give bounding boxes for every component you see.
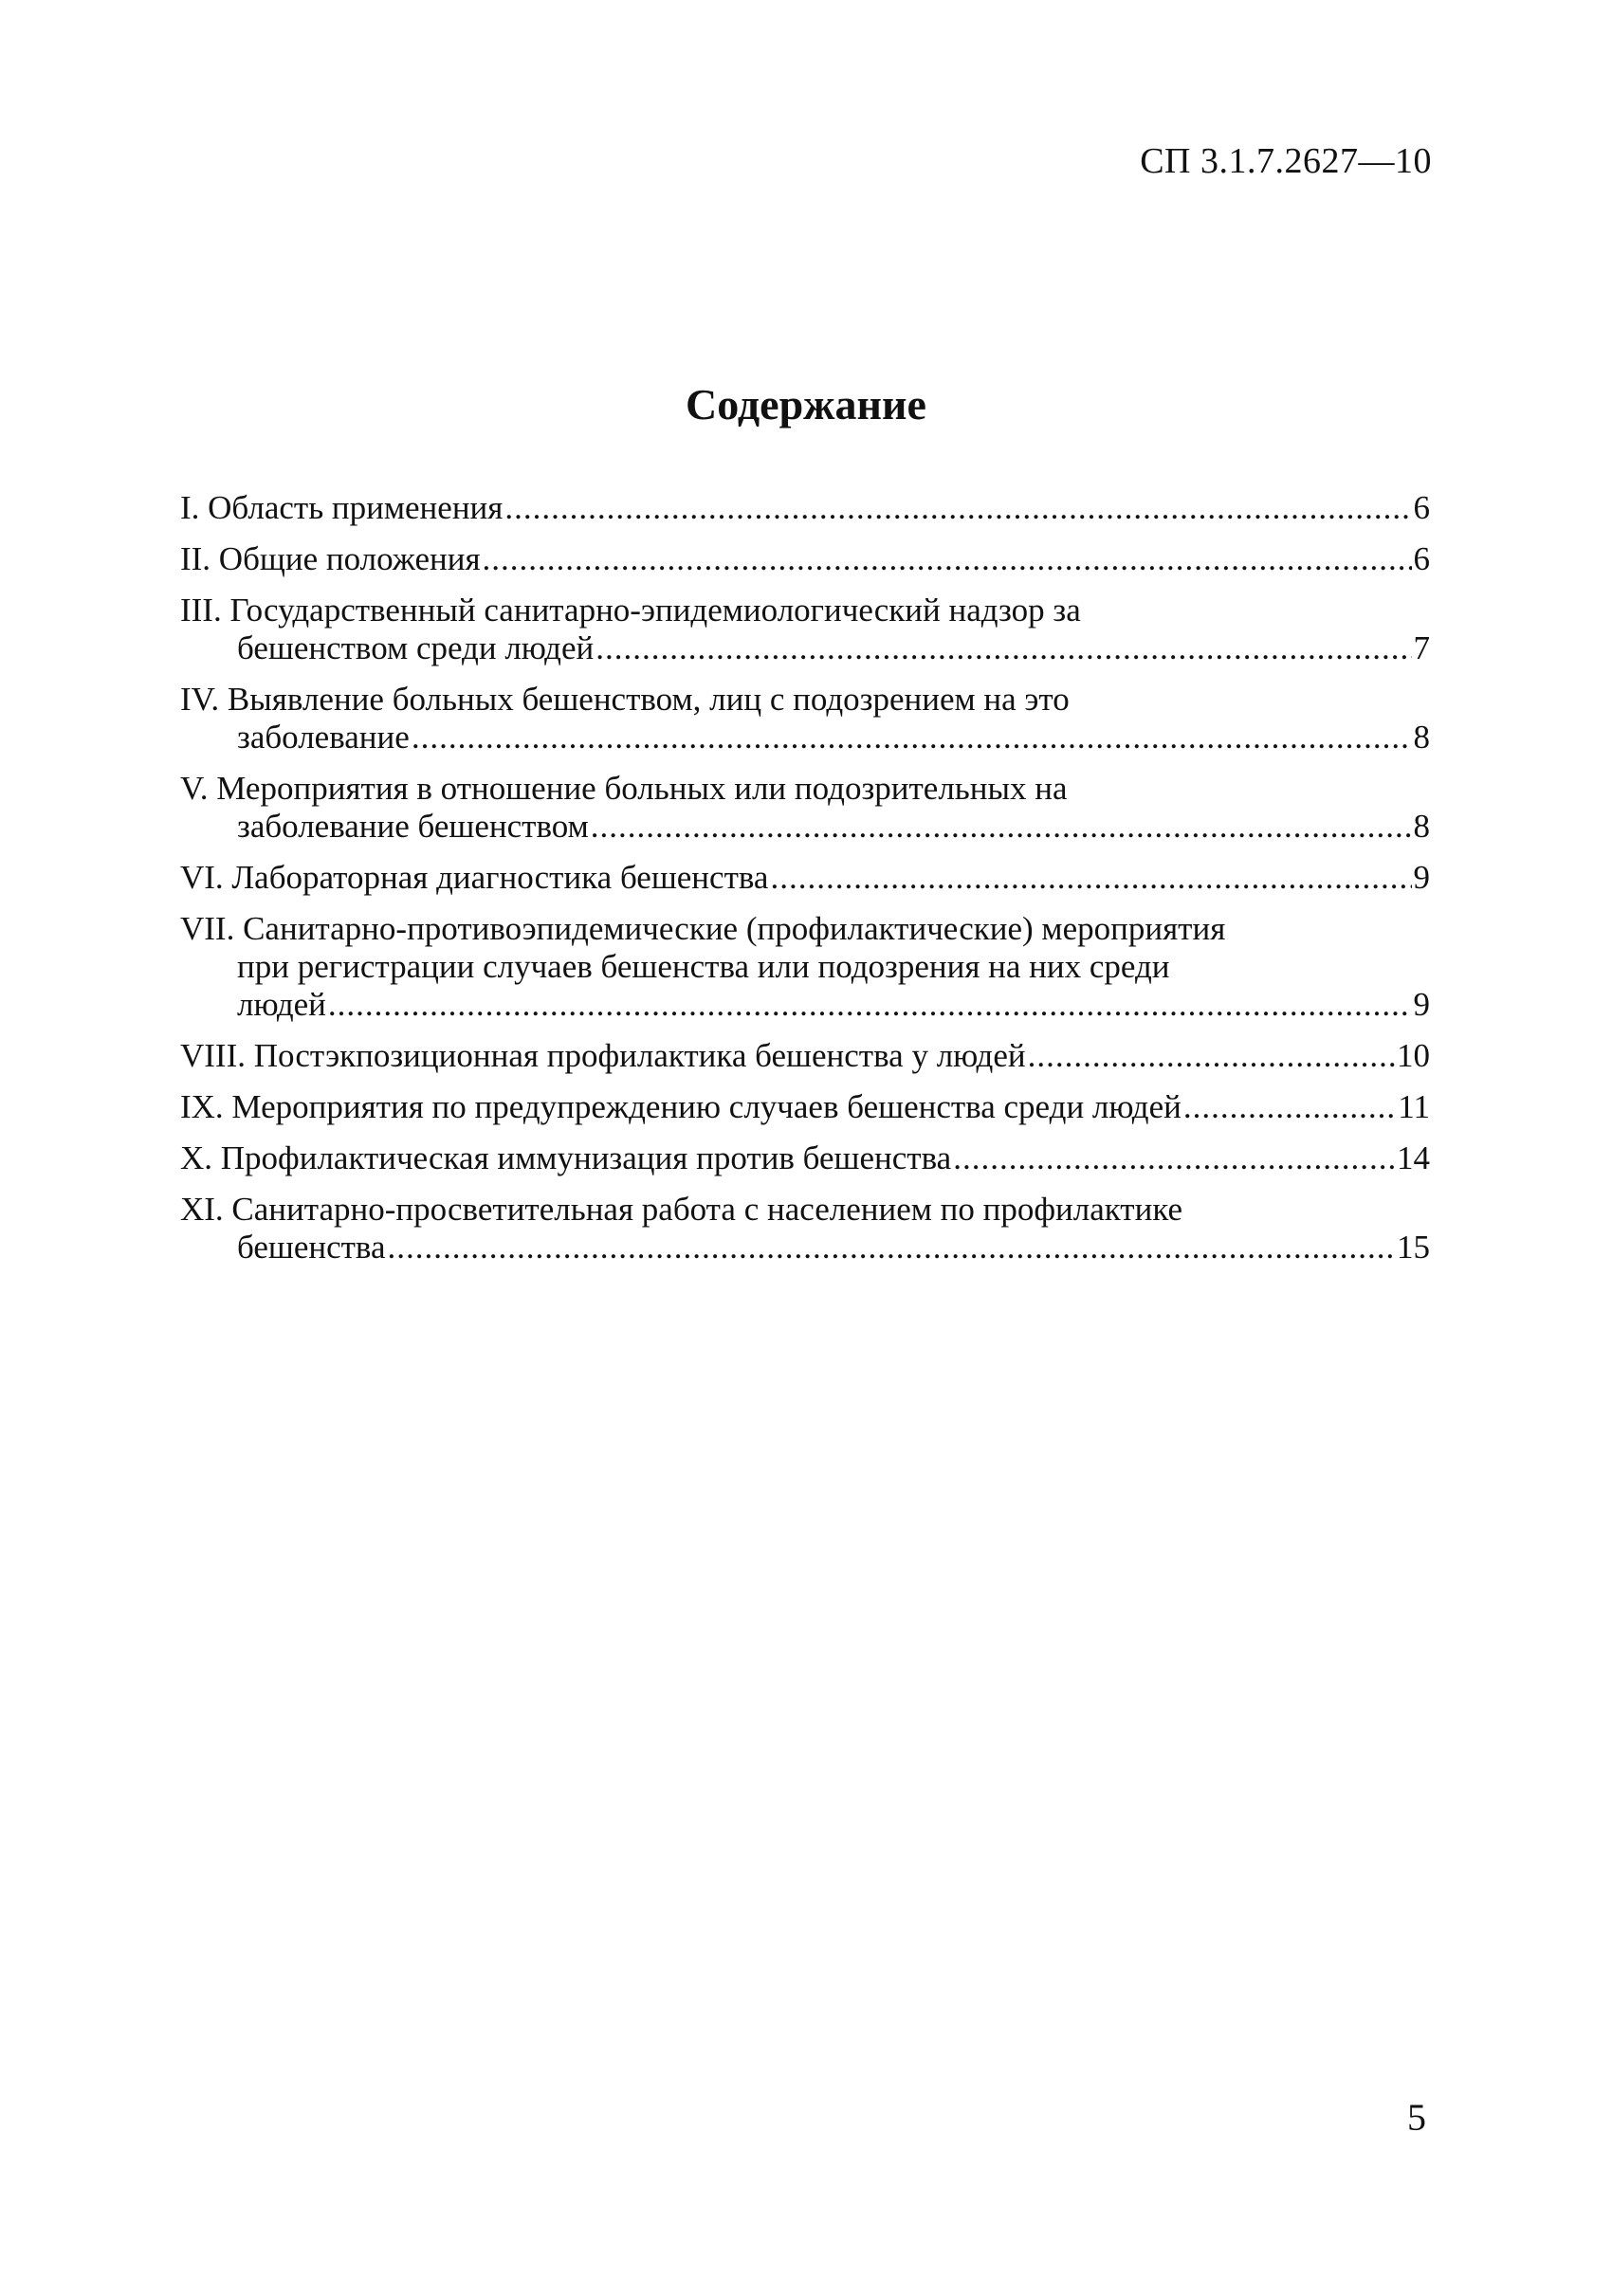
toc-entry-page-number: 8 [1413,808,1430,845]
dot-leader [504,489,1411,527]
toc-entry-final-line [180,1229,1430,1266]
toc-entry-text: VI. Лабораторная диагностика бешенства [180,859,769,896]
toc-entry [180,770,1430,846]
toc-entry-final-line [180,489,1430,527]
toc-entry-text: людей [237,986,326,1023]
dot-leader [1183,1088,1396,1126]
toc-entry [180,540,1430,578]
toc-entry-page-number: 7 [1413,629,1430,666]
toc-entry-final-line [180,719,1430,756]
toc-entry [180,859,1430,897]
toc-entry-text: I. Область применения [180,489,504,526]
table-of-contents [180,489,1430,1280]
toc-entry-text: X. Профилактическая иммунизация против бешенства [180,1139,952,1176]
toc-entry-page-number: 15 [1397,1229,1430,1266]
toc-entry-line: при регистрации случаев бешенства или подозрения на них среди [237,948,1170,985]
toc-entry [180,681,1430,756]
toc-entry-final-line [180,629,1430,667]
toc-entry-final-line [180,540,1430,578]
toc-entry-final-line [180,859,1430,897]
dot-leader [595,629,1411,667]
toc-entry [180,1037,1430,1075]
toc-entry-text: бешенством среди людей [237,629,595,666]
toc-entry-text: заболевание бешенством [237,808,589,845]
dot-leader [412,719,1412,756]
page-title: Содержание [686,380,926,428]
toc-entry-line: IV. Выявление больных бешенством, лиц с подозрением на это [180,681,1070,718]
dot-leader [483,540,1412,578]
toc-entry-line: V. Мероприятия в отношение больных или подозрительных на [180,770,1068,807]
dot-leader [953,1139,1395,1177]
toc-entry-line: XI. Санитарно-просветительная работа с населением по профилактике [180,1191,1182,1228]
toc-entry-text: заболевание [237,719,410,756]
toc-entry-text: бешенства [237,1229,386,1266]
toc-entry [180,1191,1430,1266]
toc-entry-page-number: 8 [1413,719,1430,756]
page-number: 5 [1407,2096,1426,2139]
dot-leader [1028,1037,1395,1075]
toc-entry-text: II. Общие положения [180,540,481,577]
toc-entry-page-number: 9 [1413,986,1430,1023]
toc-entry-final-line [180,986,1430,1024]
toc-entry-page-number: 6 [1413,489,1430,526]
toc-entry-final-line [180,1088,1430,1126]
toc-entry [180,489,1430,527]
toc-entry-final-line [180,808,1430,846]
toc-entry [180,1088,1430,1126]
toc-entry-text: VIII. Постэкпозиционная профилактика бешенства у людей [180,1037,1026,1074]
dot-leader [591,808,1412,846]
toc-entry [180,592,1430,667]
dot-leader [388,1229,1395,1266]
toc-entry [180,910,1430,1024]
document-code: СП 3.1.7.2627—10 [1140,141,1432,181]
toc-entry-page-number: 14 [1397,1139,1430,1176]
toc-entry [180,1139,1430,1177]
dot-leader [770,859,1411,897]
toc-entry-final-line [180,1037,1430,1075]
toc-entry-line: III. Государственный санитарно-эпидемиологический надзор за [180,592,1081,629]
dot-leader [328,986,1412,1024]
toc-entry-page-number: 11 [1398,1088,1430,1125]
toc-entry-line: VII. Санитарно-противоэпидемические (профилактические) мероприятия [180,910,1226,947]
toc-entry-final-line [180,1139,1430,1177]
toc-entry-text: IX. Мероприятия по предупреждению случаев бешенства среди людей [180,1088,1182,1125]
toc-entry-page-number: 10 [1397,1037,1430,1074]
toc-entry-page-number: 9 [1413,859,1430,896]
toc-entry-page-number: 6 [1413,540,1430,577]
